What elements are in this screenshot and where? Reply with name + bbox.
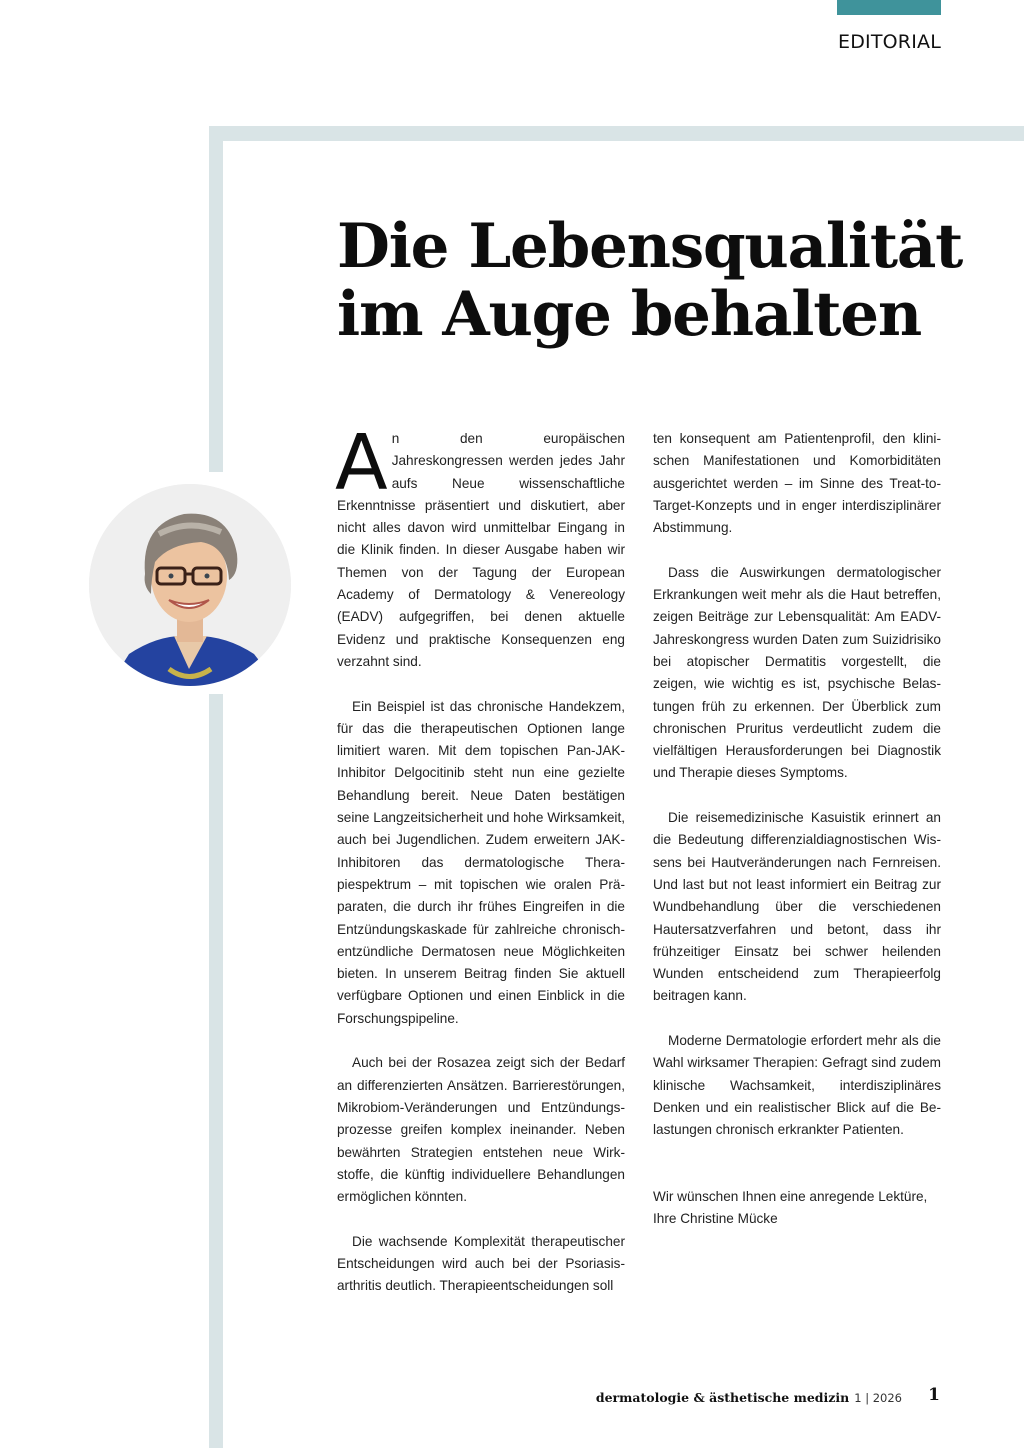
paragraph-text: n den europäischen Jahreskongressen werden jedes Jahr aufs Neue wissenschaftliche Erkenntnisse präsentiert und diskutiert, aber nicht alles davon wird unmittelbar Eingang in die Klinik finden. In dieser Ausgabe haben wir Themen von der Tagung der European Academy of Dermatology & Venereology (EADV) aufgegriffen, bei denen aktuelle Evidenz und praktische Konsequenzen eng verzahnt sind. (337, 431, 625, 669)
section-label: EDITORIAL (838, 31, 941, 53)
paragraph (335, 419, 625, 673)
section-accent-tab (837, 0, 941, 15)
title-line-1: Die Lebensqualität (337, 211, 963, 282)
frame-top-bar (209, 126, 1024, 141)
paragraph: Die wachsende Komplexität therapeutischer Entscheidungen wird auch bei der Psoriasisarthritis deutlich. Therapieentscheidungen soll (337, 1233, 625, 1294)
paragraph: Auch bei der Rosazea zeigt sich der Bedarf an differenzierten Ansätzen. Barrierestörungen, Mikrobiom-Veränderungen und Entzündungsprozesse greifen komplex ineinander. Neben bewährten Strategien entstehen neue Wirkstoffe, die künftig individuellere Behandlungen ermöglichen könnten. (337, 1055, 625, 1205)
frame-left-bar-upper (209, 126, 223, 472)
author-portrait (89, 484, 291, 686)
journal-footer (596, 1390, 902, 1405)
paragraph: Moderne Dermatologie erfordert mehr als die Wahl wirksamer Therapien: Gefragt sind zudem klinische Wachsamkeit, interdisziplinäres Denken und ein realistischer Blick auf die Belastungen chronisch erkrankter Patienten. (653, 1033, 941, 1138)
author-portrait-icon (89, 484, 291, 686)
page-number: 1 (928, 1385, 940, 1405)
article-column-1 (335, 419, 625, 1320)
dropcap-letter: A (335, 419, 388, 508)
frame-left-bar-lower (209, 694, 223, 1448)
journal-name: dermatologie & ästhetische medizin (595, 1390, 850, 1405)
paragraph: Dass die Auswirkungen dermatologischer Erkrankungen weit mehr als die Haut betreffen, zeigen Beiträge zur Lebensqualität: Am EADV-Jahreskongress wurden Daten zum Suizidrisiko bei atopischer Dermatitis vorgestellt, die zeigen, wie wichtig es ist, psychische Belastungen früh zu erkennen. Der Überblick zum chronischen Pruritus verdeutlicht zudem die vielfältigen Herausforderungen bei Diagnostik und Therapie dieses Symptoms. (653, 564, 941, 781)
paragraph: Die reisemedizinische Kasuistik erinnert an die Bedeutung differenzialdiagnostischen Wissens bei Hautveränderungen nach Fernreisen. Und last but not least informiert ein Beitrag zur Wundbehandlung über die verschiedenen Hautersatzverfahren und betont, dass ihr frühzeitiger Einsatz bei schwer heilenden Wunden entscheidend zum Therapieerfolg beitragen kann. (653, 810, 941, 1004)
closing-line: Wir wünschen Ihnen eine anregende Lektüre, (653, 1188, 928, 1204)
paragraph: Ein Beispiel ist das chronische Handekzem, für das die therapeutischen Optionen lange limitiert waren. Mit dem topischen Pan-JAK-Inhibitor Delgocitinib steht nun eine gezielte Behandlung bereit. Neue Daten bestätigen seine Langzeitsicherheit und hohe Wirksamkeit, auch bei Jugendlichen. Zudem erweitern JAK-Inhibitoren das dermatologische Therapiespektrum – mit topischen wie oralen Präparaten, die durch ihr frühes Eingreifen in die Entzündungskaskade für zahlreiche chronisch-entzündliche Dermatosen neue Möglichkeiten bieten. In unserem Beitrag finden Sie aktuell verfügbare Optionen und einen Einblick in die Forschungspipeline. (337, 698, 625, 1026)
paragraph: ten konsequent am Patientenprofil, den klinischen Manifestationen und Komorbiditäten ausgerichtet werden – im Sinne des Treat-to-Target-Konzepts und in enger interdisziplinärer Abstimmung. (653, 431, 941, 536)
issue-number: 1 | 2026 (854, 1391, 902, 1405)
title-line-2: im Auge behalten (337, 279, 921, 350)
article-column-2 (653, 428, 941, 1230)
page-title (337, 213, 977, 349)
signature-line: Ihre Christine Mücke (653, 1210, 778, 1226)
